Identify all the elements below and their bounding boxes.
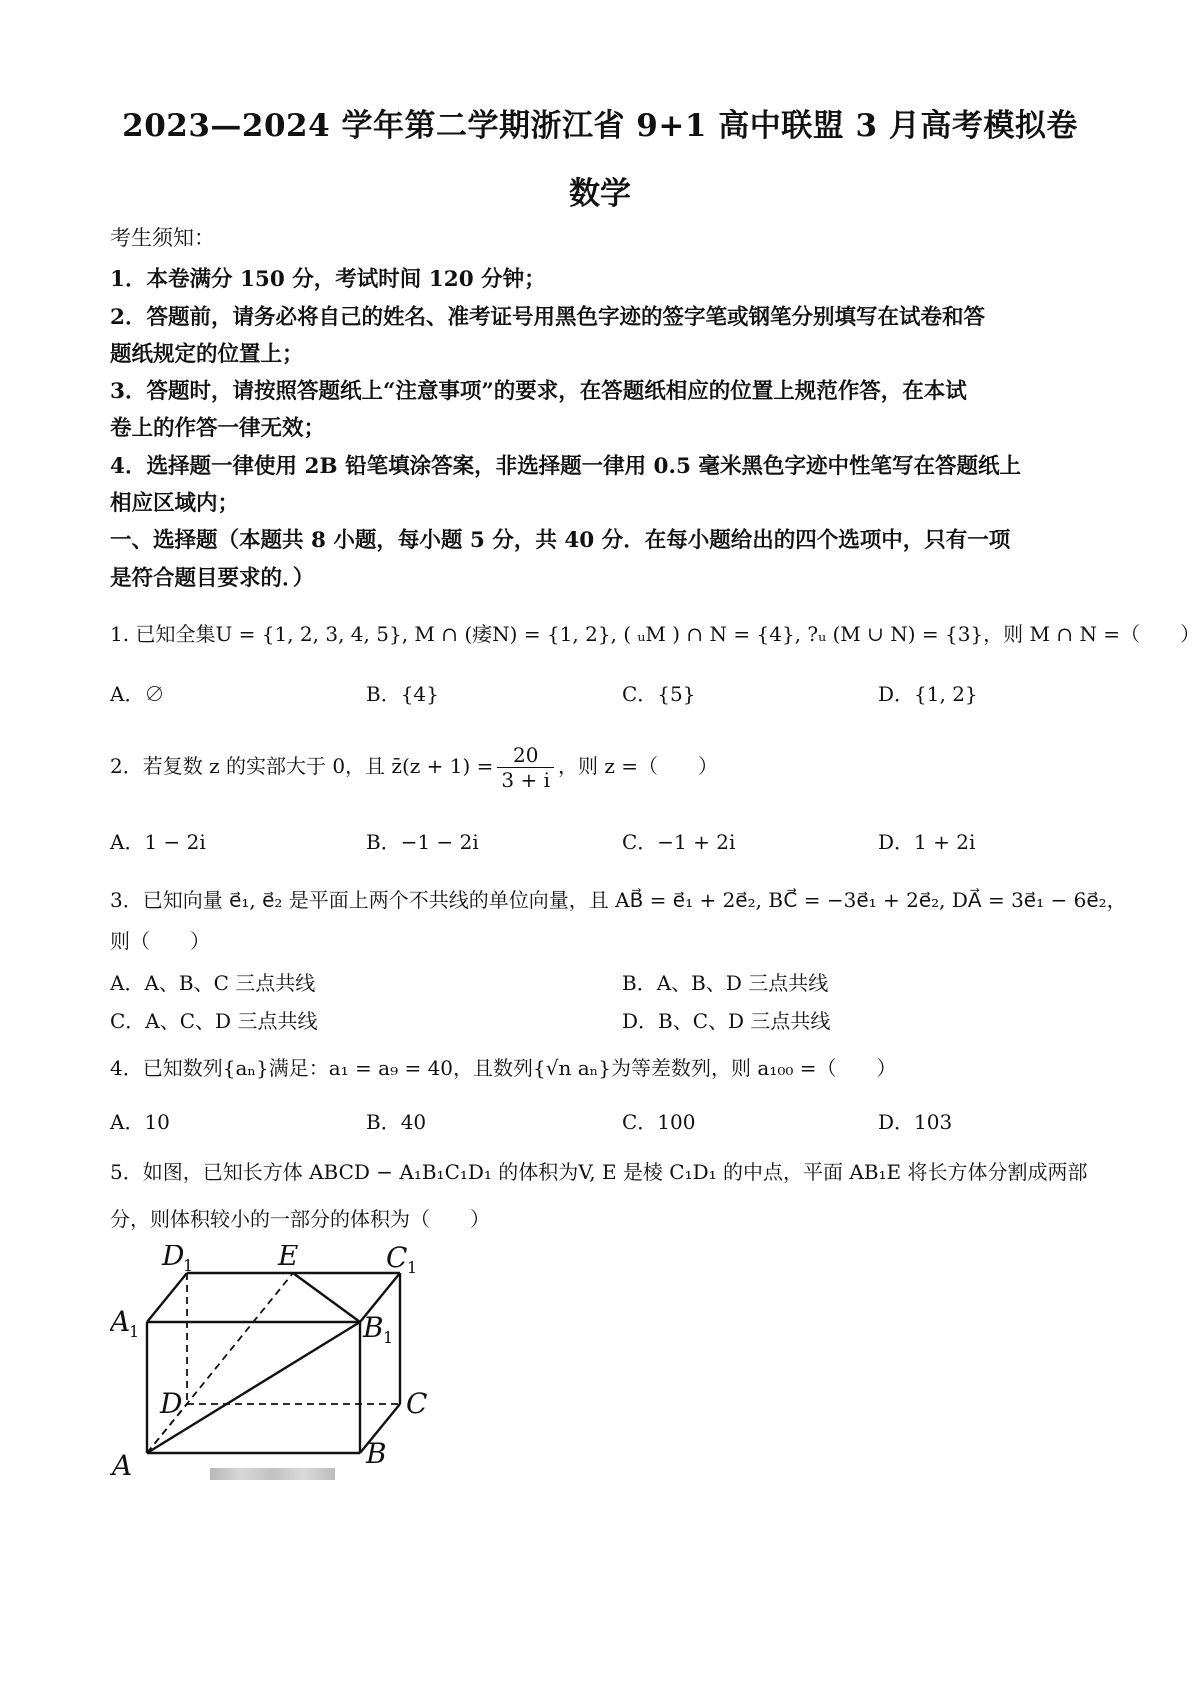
question-2-option-d: D．1 + 2i — [878, 830, 976, 854]
question-5-stem: 5．如图，已知长方体 ABCD − A₁B₁C₁D₁ 的体积为V, E 是棱 C₁D₁ 的中点，平面 AB₁E 将长方体分割成两部 — [110, 1160, 1088, 1184]
label-a: A — [112, 1449, 133, 1475]
question-4-option-d: D．103 — [878, 1110, 953, 1134]
label-a1: A — [110, 1305, 131, 1338]
question-2-stem-pre: 2．若复数 z 的实部大于 0，且 z̄(z + 1) = — [110, 754, 494, 778]
label-a1-sub: 1 — [129, 1322, 140, 1341]
label-b1: B — [363, 1311, 384, 1344]
cuboid-figure — [110, 1245, 450, 1475]
label-c1: C — [386, 1245, 408, 1274]
question-3-option-c: C．A、C、D 三点共线 — [110, 1009, 318, 1033]
label-b1-sub: 1 — [383, 1328, 394, 1347]
notice-item-3: 3．答题时，请按照答题纸上“注意事项”的要求，在答题纸相应的位置上规范作答，在本试 — [110, 379, 967, 404]
question-2-stem — [110, 743, 1110, 792]
edge-eb1 — [293, 1273, 360, 1322]
question-4-stem: 4．已知数列{aₙ}满足：a₁ = a₉ = 40，且数列{√n aₙ}为等差数列，则 a₁₀₀ =（ ） — [110, 1056, 897, 1080]
question-5-stem-cont: 分，则体积较小的一部分的体积为（ ） — [110, 1207, 490, 1231]
label-d: D — [160, 1387, 183, 1420]
section-heading-cont: 是符合题目要求的．） — [110, 566, 315, 591]
question-4-option-a: A．10 — [110, 1110, 170, 1134]
question-1-option-a: A．∅ — [110, 682, 165, 706]
question-4-option-b: B．40 — [366, 1110, 427, 1134]
notice-heading: 考生须知： — [110, 226, 215, 250]
notice-item-2-cont: 题纸规定的位置上； — [110, 342, 304, 367]
cuboid-hidden-edges — [147, 1273, 400, 1453]
edge-ae — [147, 1273, 293, 1453]
fraction-numerator: 20 — [497, 743, 554, 768]
question-1-option-b: B．{4} — [366, 682, 439, 706]
label-c: C — [406, 1387, 428, 1420]
edge-a1d1 — [147, 1273, 187, 1322]
notice-item-1: 1．本卷满分 150 分，考试时间 120 分钟； — [110, 267, 546, 292]
question-3-option-a: A．A、B、C 三点共线 — [110, 971, 316, 995]
question-2-option-c: C．−1 + 2i — [622, 830, 736, 854]
fraction-denominator: 3 + i — [501, 768, 551, 792]
scan-artifact-bar — [210, 1468, 335, 1480]
exam-subject: 数学 — [569, 176, 631, 212]
question-3-option-b: B．A、B、D 三点共线 — [622, 971, 829, 995]
question-3-option-d: D．B、C、D 三点共线 — [622, 1009, 831, 1033]
question-3-stem: 3．已知向量 e⃗₁, e⃗₂ 是平面上两个不共线的单位向量，且 AB⃗ = e⃗₁ + 2e⃗₂, BC⃗ = −3e⃗₁ + 2e⃗₂, DA⃗ = 3e⃗₁ − 6e⃗₂， — [110, 888, 1127, 912]
notice-item-4-cont: 相应区域内； — [110, 491, 240, 516]
exam-title: 2023—2024 学年第二学期浙江省 9+1 高中联盟 3 月高考模拟卷 — [122, 108, 1078, 144]
label-d1-sub: 1 — [183, 1256, 194, 1275]
question-3-stem-cont: 则（ ） — [110, 929, 210, 953]
notice-item-4: 4．选择题一律使用 2B 铅笔填涂答案，非选择题一律用 0.5 毫米黑色字迹中性笔写在答题纸上 — [110, 454, 1021, 479]
question-2-option-a: A．1 − 2i — [110, 830, 206, 854]
label-d1: D — [162, 1245, 185, 1272]
question-1-option-d: D．{1, 2} — [878, 682, 978, 706]
notice-item-3-cont: 卷上的作答一律无效； — [110, 416, 326, 441]
question-2-stem-post: ，则 z =（ ） — [558, 754, 719, 778]
notice-item-2: 2．答题前，请务必将自己的姓名、准考证号用黑色字迹的签字笔或钢笔分别填写在试卷和答 — [110, 305, 985, 330]
section-heading: 一、选择题（本题共 8 小题，每小题 5 分，共 40 分．在每小题给出的四个选项中，只有一项 — [110, 528, 1011, 553]
question-1-stem: 1. 已知全集U = {1, 2, 3, 4, 5}, M ∩ (痿N) = {1, 2}, ( ᵤM ) ∩ N = {4}, ?ᵤ (M ∪ N) = {3}，则 M ∩ N =（ ） — [110, 622, 1200, 646]
label-e: E — [278, 1245, 299, 1272]
question-4-option-c: C．100 — [622, 1110, 696, 1134]
question-2-fraction — [497, 743, 554, 792]
label-c1-sub: 1 — [407, 1258, 418, 1277]
label-b: B — [366, 1437, 387, 1470]
cuboid-solid-edges — [147, 1273, 400, 1453]
question-1-option-c: C．{5} — [622, 682, 696, 706]
question-2-option-b: B．−1 − 2i — [366, 830, 479, 854]
